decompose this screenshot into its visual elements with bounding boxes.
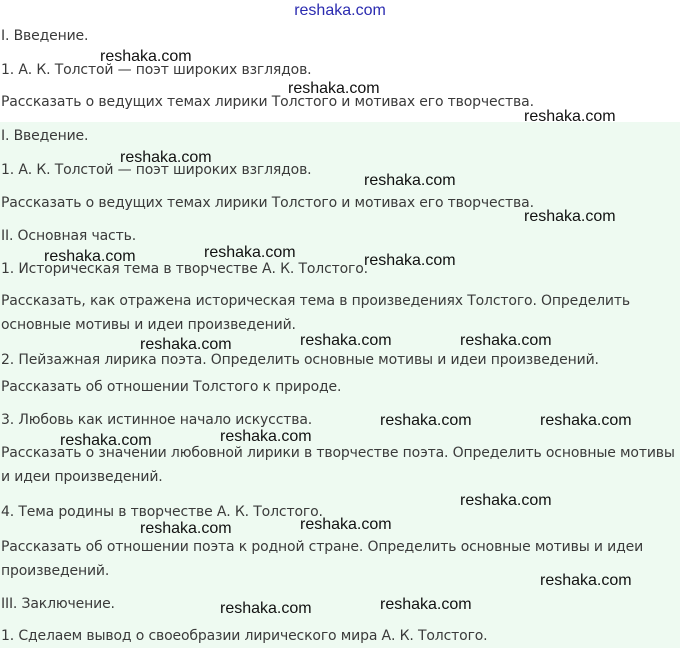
watermark-text: reshaka.com — [524, 208, 616, 225]
plan-main-item-3-description: Рассказать о значении любовной лирики в творчестве поэта. Определить основные мотивы и идеи произведений. — [1, 445, 675, 485]
watermark-text: reshaka.com — [300, 516, 392, 533]
watermark-text: reshaka.com — [100, 48, 192, 65]
plan-main-item-2: 2. Пейзажная лирика поэта. Определить основные мотивы и идеи произведений. — [1, 352, 599, 368]
watermark-text: reshaka.com — [140, 520, 232, 537]
plan-intro-item: 1. А. К. Толстой — поэт широких взглядов. — [1, 162, 312, 178]
plan-intro-item-description: Рассказать о ведущих темах лирики Толстого и мотивах его творчества. — [1, 195, 534, 211]
plan-main-heading: II. Основная часть. — [1, 228, 137, 244]
watermark-text: reshaka.com — [364, 252, 456, 269]
watermark-text: reshaka.com — [380, 596, 472, 613]
watermark-text: reshaka.com — [540, 572, 632, 589]
watermark-text: reshaka.com — [204, 244, 296, 261]
watermark-text: reshaka.com — [120, 149, 212, 166]
plan-intro-heading: I. Введение. — [1, 128, 89, 144]
plan-main-item-1-description: Рассказать, как отражена историческая тема в произведениях Толстого. Определить основные мотивы и идеи произведений. — [1, 293, 630, 333]
plan-main-item-2-description: Рассказать об отношении Толстого к природе. — [1, 379, 342, 395]
watermark-text: reshaka.com — [460, 492, 552, 509]
plan-main-item-3: 3. Любовь как истинное начало искусства. — [1, 412, 313, 428]
intro-item-description: Рассказать о ведущих темах лирики Толстого и мотивах его творчества. — [1, 94, 534, 110]
site-header-link[interactable]: reshaka.com — [294, 2, 386, 19]
watermark-text: reshaka.com — [364, 172, 456, 189]
plan-main-item-4-description: Рассказать об отношении поэта к родной стране. Определить основные мотивы и идеи произведений. — [1, 539, 644, 579]
watermark-text: reshaka.com — [460, 332, 552, 349]
watermark-text: reshaka.com — [44, 248, 136, 265]
watermark-text: reshaka.com — [540, 412, 632, 429]
watermark-text: reshaka.com — [288, 80, 380, 97]
watermark-text: reshaka.com — [380, 412, 472, 429]
plan-main-item-1: 1. Историческая тема в творчестве А. К. Толстого. — [1, 261, 368, 277]
intro-item: 1. А. К. Толстой — поэт широких взглядов. — [1, 62, 312, 78]
watermark-text: reshaka.com — [60, 432, 152, 449]
watermark-text: reshaka.com — [220, 600, 312, 617]
plan-main-item-4: 4. Тема родины в творчестве А. К. Толстого. — [1, 504, 323, 520]
plan-conclusion-heading: III. Заключение. — [1, 596, 115, 612]
plan-conclusion-item: 1. Сделаем вывод о своеобразии лирического мира А. К. Толстого. — [1, 628, 488, 644]
watermark-text: reshaka.com — [300, 332, 392, 349]
watermark-text: reshaka.com — [140, 336, 232, 353]
watermark-text: reshaka.com — [524, 108, 616, 125]
watermark-text: reshaka.com — [220, 428, 312, 445]
intro-heading: I. Введение. — [1, 28, 89, 44]
